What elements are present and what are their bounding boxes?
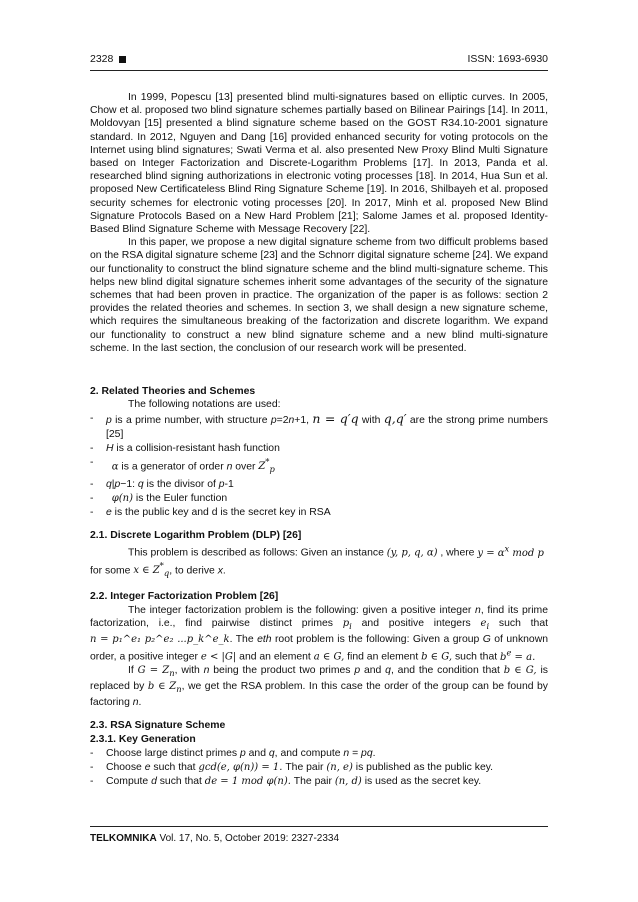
journal-name: TELKOMNIKA: [90, 833, 157, 844]
list-item: - Compute d such that de = 1 mod φ(n). The pair (n, d) is used as the secret key.: [90, 776, 482, 788]
section-2-2-title: 2.2. Integer Factorization Problem [26]: [90, 591, 279, 603]
list-item: - H is a collision-resistant hash function: [90, 442, 280, 454]
header-rule: [90, 70, 548, 71]
formula: q,q′: [383, 411, 407, 427]
footer-rule: [90, 826, 548, 827]
list-item: - q|p−1: q is the divisor of p-1: [90, 478, 234, 490]
page-number: 2328: [90, 53, 114, 65]
page-header: [90, 52, 548, 66]
ifp-paragraph-1: The integer factorization problem is the following: given a positive integer n, find its prime factorization, i.e., find pairwise distinct primes $p_i$ and positive integers $e_i$ such that n = p₁^e₁ p₂^e₂ ...p_k^e_k. The eth root problem is the following: Given a group G of unknown order, a positive integer e < |G| and an element a ∈ G, find an element b ∈ G, such that $b^e = a$.: [90, 604, 548, 663]
formula: $Z^*_p$: [258, 457, 275, 475]
section-2-3-title: 2.3. RSA Signature Scheme: [90, 720, 226, 732]
page-body: [90, 91, 548, 789]
dlp-paragraph-cont: for some x ∈ $Z^*_q$, to derive x.: [90, 560, 226, 579]
section-2-3-1-title: 2.3.1. Key Generation: [90, 733, 196, 745]
section-2-1-title: 2.1. Discrete Logarithm Problem (DLP) [26]: [90, 530, 302, 542]
journal-info: Vol. 17, No. 5, October 2019: 2327-2334: [156, 833, 340, 844]
formula: α: [111, 461, 119, 473]
list-item: - φ(n) is the Euler function: [90, 492, 228, 504]
ifp-paragraph-2: If $G = Z_n$, with n being the product two primes p and q, and the condition that b ∈ G, is replaced by b ∈ $Z_n$, we get the RSA problem. In this case the order of the group can be found by factoring n.: [90, 664, 549, 709]
formula: n = q′q: [312, 411, 359, 427]
list-item: - α is a generator of order n over $Z^*_p$: [90, 457, 275, 475]
list-item: - Choose e such that gcd(e, φ(n)) = 1. The pair (n, e) is published as the public key.: [90, 762, 494, 774]
formula: φ(n): [111, 492, 134, 504]
square-bullet-icon: [119, 56, 126, 63]
list-item: - p is a prime number, with structure p=2n+1, n = q′q with q,q′ are the strong prime numbers [25]: [90, 411, 548, 440]
keygen-list: [90, 747, 548, 789]
section-2-title: 2. Related Theories and Schemes: [90, 386, 256, 398]
intro-paragraph-2: In this paper, we propose a new digital signature scheme from two difficult problems based on the RSA digital signature scheme [23] and the Schnorr digital signature scheme [24]. We expand our functionality to construct the blind signature scheme and the blind multi-signature scheme. This helps new blind digital signature schemes inherit some advantages of the security of the signature schemes that had been proven in practice. The organization of the paper is as follows: section 2 provides the related theories and schemes. In section 3, we shall design a new signature scheme, which requires the simultaneous breaking of the factorization and discrete logarithm. We expand our functionality to construct a new blind signature scheme and a new blind multi-signature scheme. In the last section, the conclusion of our research work will be presented.: [90, 237, 548, 354]
list-item: - e is the public key and d is the secret key in RSA: [90, 507, 331, 519]
list-item: - Choose large distinct primes p and q, and compute n = pq.: [90, 747, 376, 759]
dlp-paragraph: This problem is described as follows: Given an instance (y, p, q, α) , where $y = \alpha^x$ mod p: [128, 543, 544, 559]
intro-paragraph-1: In 1999, Popescu [13] presented blind multi-signatures based on elliptic curves. In 2005, Chow et al. proposed two blind signature schemes partially based on Bilinear Pairings [14]. In 2011, Moldovyan [15] presented a blind signature scheme based on the GOST R34.10-2001 signature standard. In 2012, Nguyen and Dang [16] provided enhanced security for voting protocols on the Internet using blind signatures; Swati Verma et al. also presented New Proxy Blind Multi Signature based on Integer Factorization and Discrete-Logarithm Problems [17]. In 2013, Panda et al. researched blind signing authorizations in electronic voting processes [18]. In 2014, Hua Sun et al. proposed New Certificateless Blind Ring Signature Scheme [19]. In 2016, Shilbayeh et al. proposed security schemes for electronic voting processes [20]. In 2017, Minh et al. proposed New Blind Signature Protocols Based on a New Hard Problem [21]; Salome James et al. proposed Identity-Based Blind Signature Scheme with Message Recovery [22].: [90, 92, 548, 236]
page-footer: [90, 833, 339, 844]
notation-list: [90, 412, 548, 519]
section-2-lead: The following notations are used:: [128, 399, 281, 411]
issn: ISSN: 1693-6930: [467, 53, 548, 65]
